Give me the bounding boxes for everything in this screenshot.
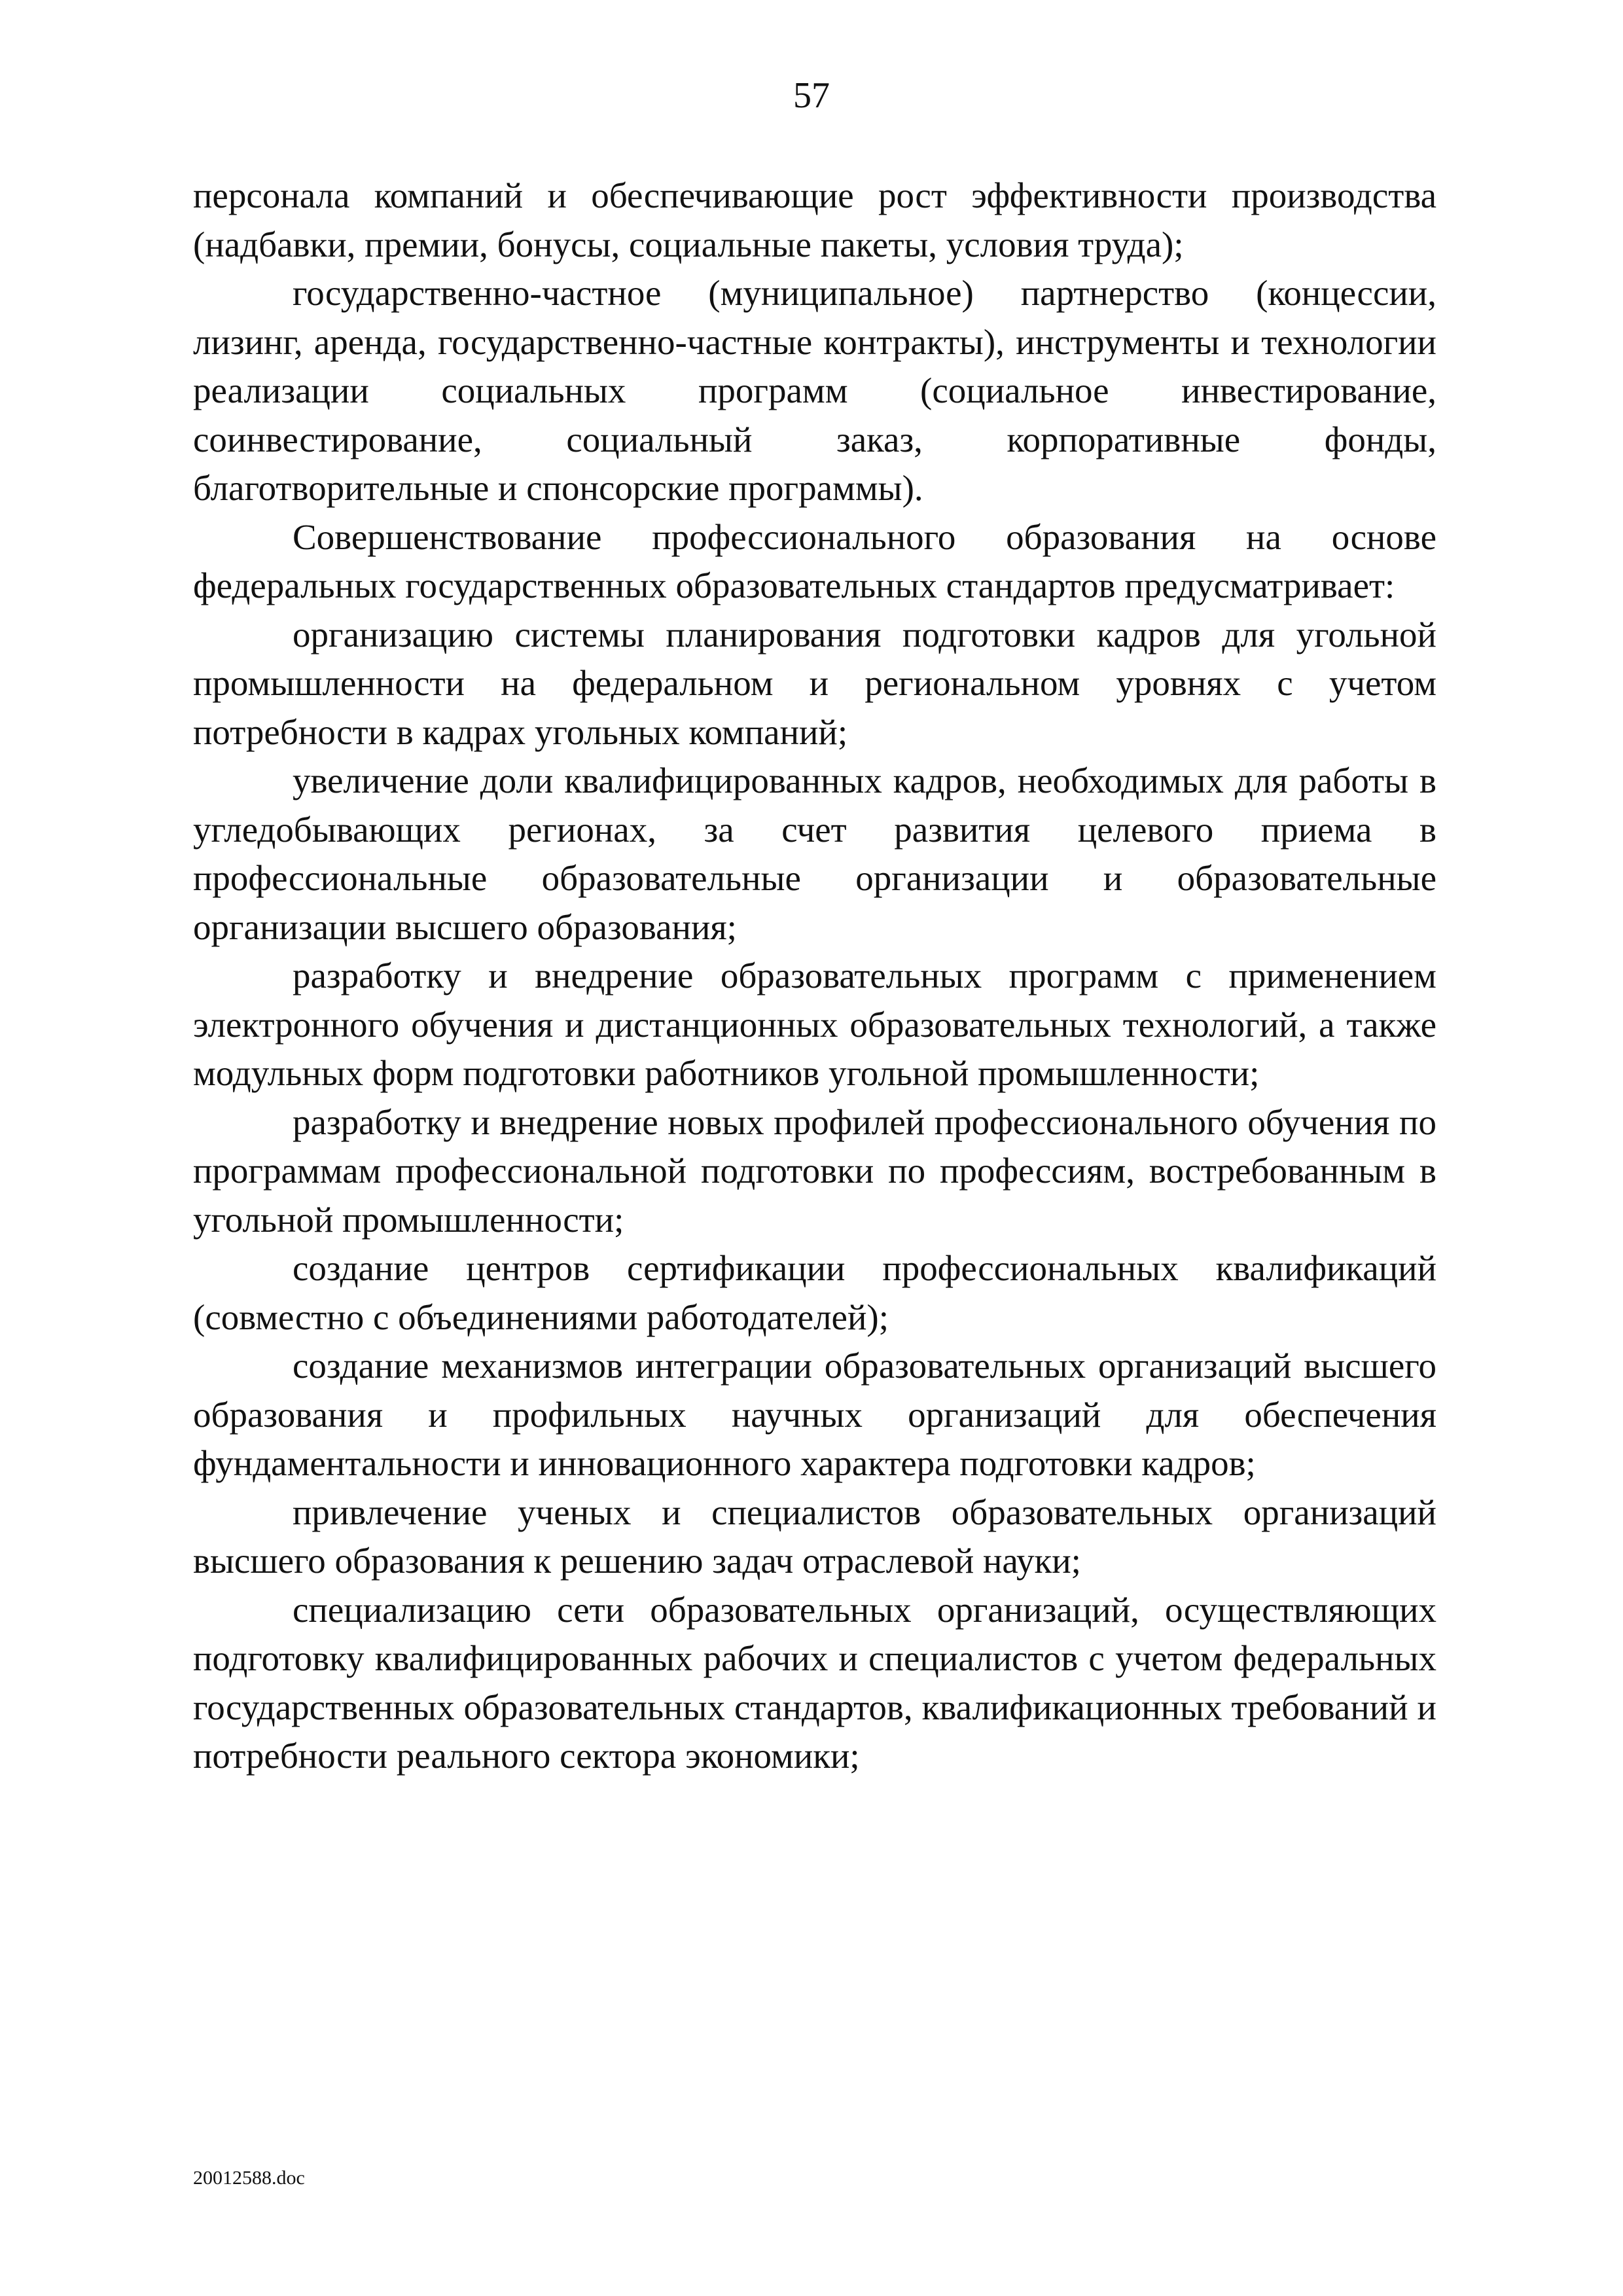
paragraph: персонала компаний и обеспечивающие рост эффективности производства (надбавки, премии, бонусы, социальные пакеты, условия труда);	[193, 175, 1436, 264]
paragraph: создание центров сертификации профессиональных квалификаций (совместно с объединениями работодателей);	[193, 1248, 1436, 1337]
paragraph: привлечение ученых и специалистов образовательных организаций высшего образования к решению задач отраслевой науки;	[193, 1492, 1436, 1581]
paragraph: увеличение доли квалифицированных кадров, необходимых для работы в угледобывающих регионах, за счет развития целевого приема в профессиональные образовательные организации и образовательные организации высшего образования;	[193, 761, 1436, 947]
paragraph: государственно-частное (муниципальное) партнерство (концессии, лизинг, аренда, государственно-частные контракты), инструменты и технологии реализации социальных программ (социальное инвестирование, соинвестирование, социальный заказ, корпоративные фонды, благотворительные и спонсорские программы).	[193, 273, 1436, 508]
page-number: 57	[793, 75, 830, 116]
paragraph: организацию системы планирования подготовки кадров для угольной промышленности на федеральном и региональном уровнях с учетом потребности в кадрах угольных компаний;	[193, 614, 1436, 752]
footer-filename: 20012588.doc	[193, 2167, 305, 2189]
paragraph: специализацию сети образовательных организаций, осуществляющих подготовку квалифицированных рабочих и специалистов с учетом федеральных государственных образовательных стандартов, квалификационных требований и потребности реального сектора экономики;	[193, 1589, 1436, 1776]
paragraph: разработку и внедрение образовательных программ с применением электронного обучения и дистанционных образовательных технологий, а также модульных форм подготовки работников угольной промышленности;	[193, 956, 1436, 1093]
paragraph: создание механизмов интеграции образовательных организаций высшего образования и профильных научных организаций для обеспечения фундаментальности и инновационного характера подготовки кадров;	[193, 1346, 1436, 1483]
document-body	[193, 171, 1436, 1781]
paragraph: Совершенствование профессионального образования на основе федеральных государственных образовательных стандартов предусматривает:	[193, 516, 1436, 605]
paragraph: разработку и внедрение новых профилей профессионального обучения по программам профессиональной подготовки по профессиям, востребованным в угольной промышленности;	[193, 1102, 1436, 1240]
